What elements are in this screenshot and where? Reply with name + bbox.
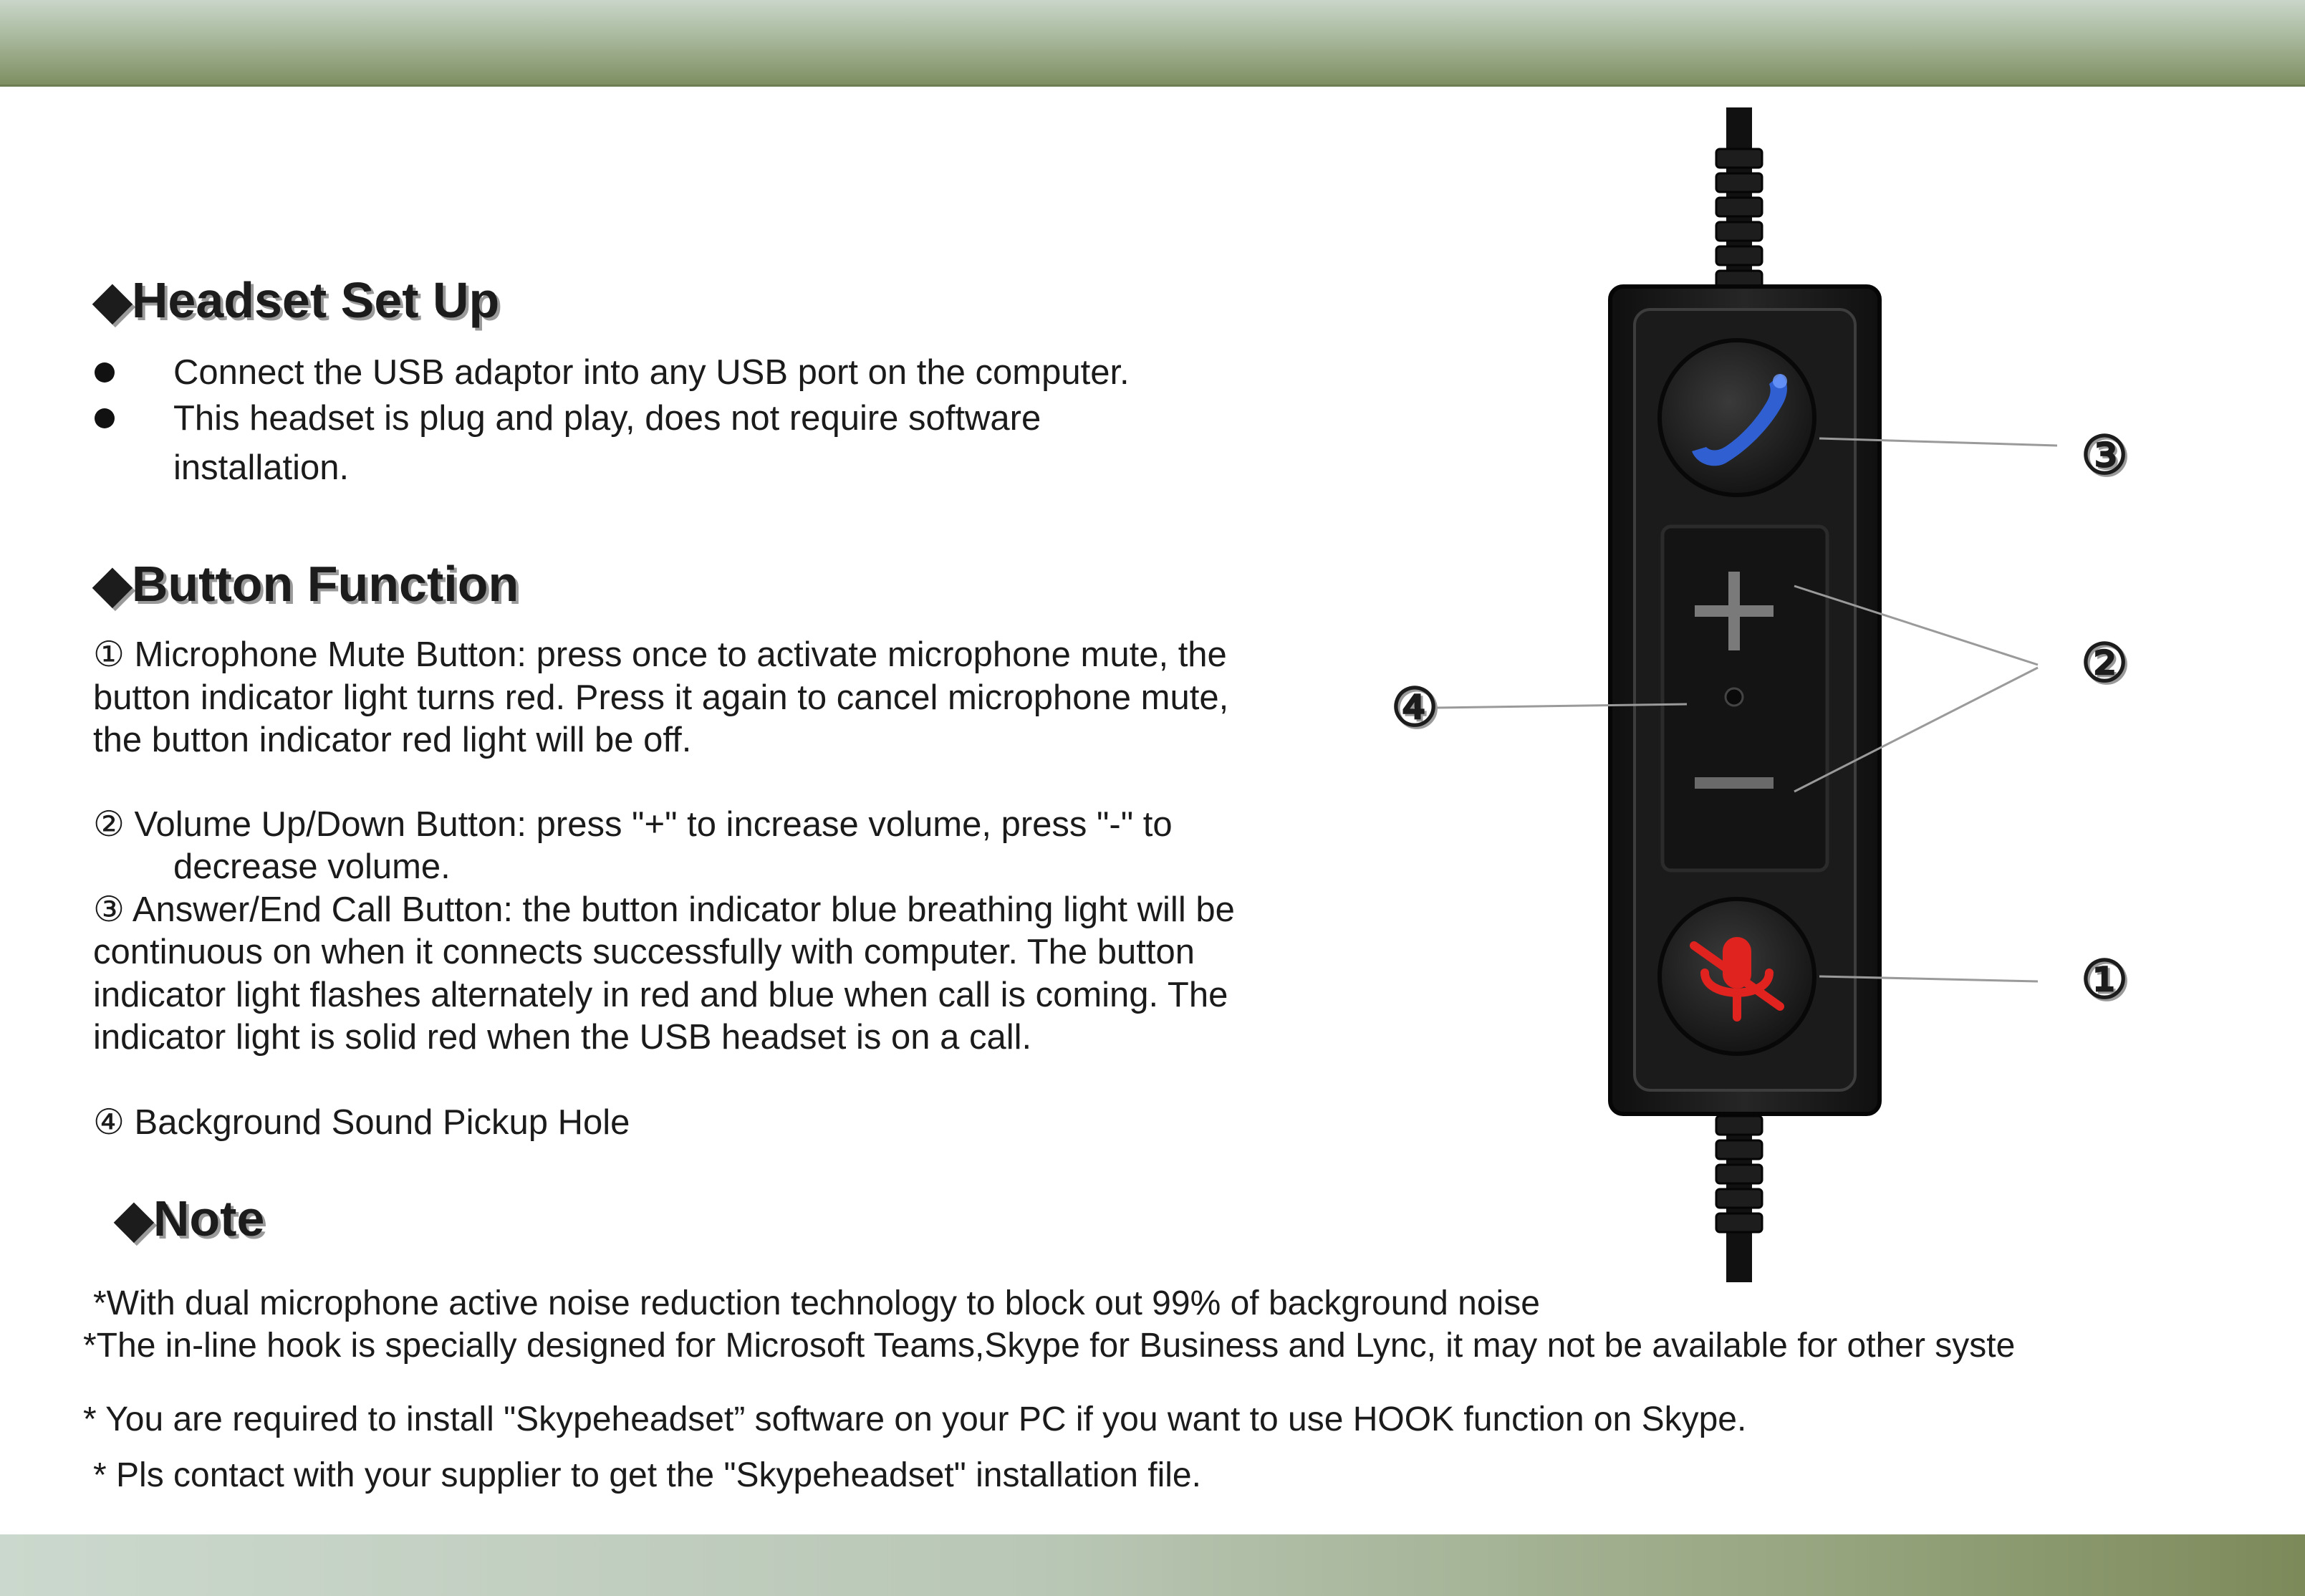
function-item-3-line-1: ③ Answer/End Call Button: the button indicator blue breathing light will be — [93, 890, 1235, 929]
setup-bullet-2: This headset is plug and play, does not require software — [173, 399, 1041, 438]
note-heading: ◆Note — [115, 1191, 265, 1246]
function-item-1-line-2: button indicator light turns red. Press it again to cancel microphone mute, — [93, 678, 1229, 717]
function-item-1-line-1: ① Microphone Mute Button: press once to activate microphone mute, the — [93, 635, 1227, 674]
note-line-3: * You are required to install "Skypeheadset” software on your PC if you want to use HOOK function on Skype. — [83, 1400, 1747, 1438]
function-item-2-line-1: ② Volume Up/Down Button: press "+" to increase volume, press "-" to — [93, 805, 1173, 844]
headset-control-unit — [1361, 107, 2163, 1282]
function-item-2-line-2: decrease volume. — [173, 847, 451, 886]
function-item-4: ④ Background Sound Pickup Hole — [93, 1103, 630, 1142]
setup-heading: ◆Headset Set Up — [93, 272, 500, 328]
button-function-heading: ◆Button Function — [93, 556, 519, 612]
note-line-2: *The in-line hook is specially designed for Microsoft Teams,Skype for Business and Lync, it may not be available for other syste — [83, 1327, 2016, 1365]
bullet-dot — [95, 362, 115, 383]
pickup-hole-icon — [1726, 688, 1743, 706]
function-item-3-line-3: indicator light flashes alternately in red and blue when call is coming. The — [93, 976, 1228, 1014]
bullet-dot — [95, 408, 115, 428]
function-item-3-line-2: continuous on when it connects successfully with computer. The button — [93, 933, 1195, 971]
volume-rocker — [1662, 527, 1827, 870]
upper-cable — [1716, 107, 1762, 294]
callout-1: ① — [2080, 950, 2129, 1009]
setup-bullet-1: Connect the USB adaptor into any USB port on the computer. — [173, 353, 1130, 392]
callout-3: ③ — [2080, 426, 2129, 485]
callout-4: ④ — [1390, 678, 1439, 737]
setup-bullet-2-continued: installation. — [173, 448, 350, 487]
mute-button — [1660, 899, 1814, 1054]
callout-2: ② — [2080, 633, 2129, 693]
lower-cable — [1716, 1089, 1762, 1282]
note-line-1: *With dual microphone active noise reduction technology to block out 99% of background noise — [93, 1284, 1540, 1322]
minus-icon — [1695, 777, 1774, 789]
top-decorative-band — [0, 0, 2305, 87]
bottom-decorative-band — [0, 1534, 2305, 1596]
function-item-3-line-4: indicator light is solid red when the USB headset is on a call. — [93, 1018, 1032, 1057]
function-item-1-line-3: the button indicator red light will be off. — [93, 721, 692, 759]
answer-call-button — [1660, 340, 1814, 495]
note-line-4: * Pls contact with your supplier to get the "Skypeheadset" installation file. — [93, 1456, 1201, 1494]
